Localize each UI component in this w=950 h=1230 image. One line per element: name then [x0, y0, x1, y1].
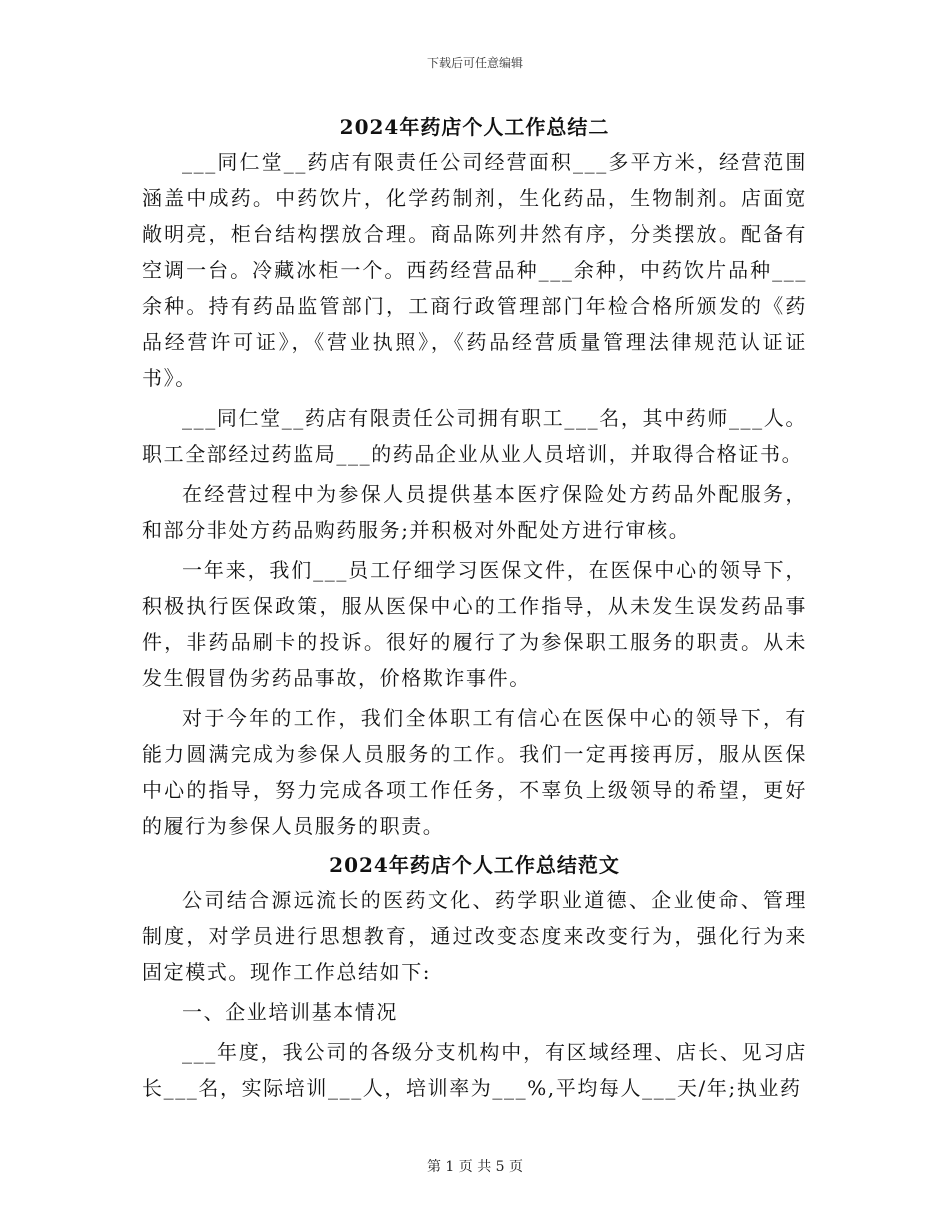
- page-header-note: 下载后可任意编辑: [426, 56, 523, 70]
- section-title-1: 2024年药店个人工作总结二: [339, 115, 610, 139]
- paragraph: ___同仁堂__药店有限责任公司经营面积___多平方米，经营范围涵盖中成药。中药饮片，化学药制剂，生化药品，生物制剂。店面宽敞明亮，柜台结构摆放合理。商品陈列井然有序，分类摆放。配备有空调一台。冷藏冰柜一个。西药经营品种___余种，中药饮片品种___余种。持有药品监管部门，工商行政管理部门年检合格所颁发的《药品经营许可证》，《营业执照》，《药品经营质量管理法律规范认证证书》。: [142, 150, 807, 390]
- paragraph: 对于今年的工作，我们全体职工有信心在医保中心的领导下，有能力圆满完成为参保人员服务的工作。我们一定再接再厉，服从医保中心的指导，努力完成各项工作任务，不辜负上级领导的希望，更好的履行为参保人员服务的职责。: [142, 706, 807, 838]
- paragraph: ___同仁堂__药店有限责任公司拥有职工___名，其中药师___人。职工全部经过药监局___的药品企业从业人员培训，并取得合格证书。: [142, 406, 807, 466]
- page-number: 第 1 页 共 5 页: [426, 1159, 524, 1175]
- document-body: [142, 110, 807, 1106]
- section-title-2: 2024年药店个人工作总结范文: [329, 853, 620, 877]
- paragraph: ___年度，我公司的各级分支机构中，有区域经理、店长、见习店长___名，实际培训___人，培训率为___%,平均每人___天/年;执业药: [142, 1040, 807, 1100]
- paragraph: 一年来，我们___员工仔细学习医保文件，在医保中心的领导下，积极执行医保政策，服从医保中心的工作指导，从未发生误发药品事件，非药品刷卡的投诉。很好的履行了为参保职工服务的职责。从未发生假冒伪劣药品事故，价格欺诈事件。: [142, 558, 807, 690]
- subheading: 一、企业培训基本情况: [182, 1000, 398, 1024]
- paragraph: 在经营过程中为参保人员提供基本医疗保险处方药品外配服务，和部分非处方药品购药服务;并积极对外配处方进行审核。: [142, 482, 807, 542]
- paragraph: 公司结合源远流长的医药文化、药学职业道德、企业使命、管理制度，对学员进行思想教育，通过改变态度来改变行为，强化行为来固定模式。现作工作总结如下:: [142, 888, 807, 984]
